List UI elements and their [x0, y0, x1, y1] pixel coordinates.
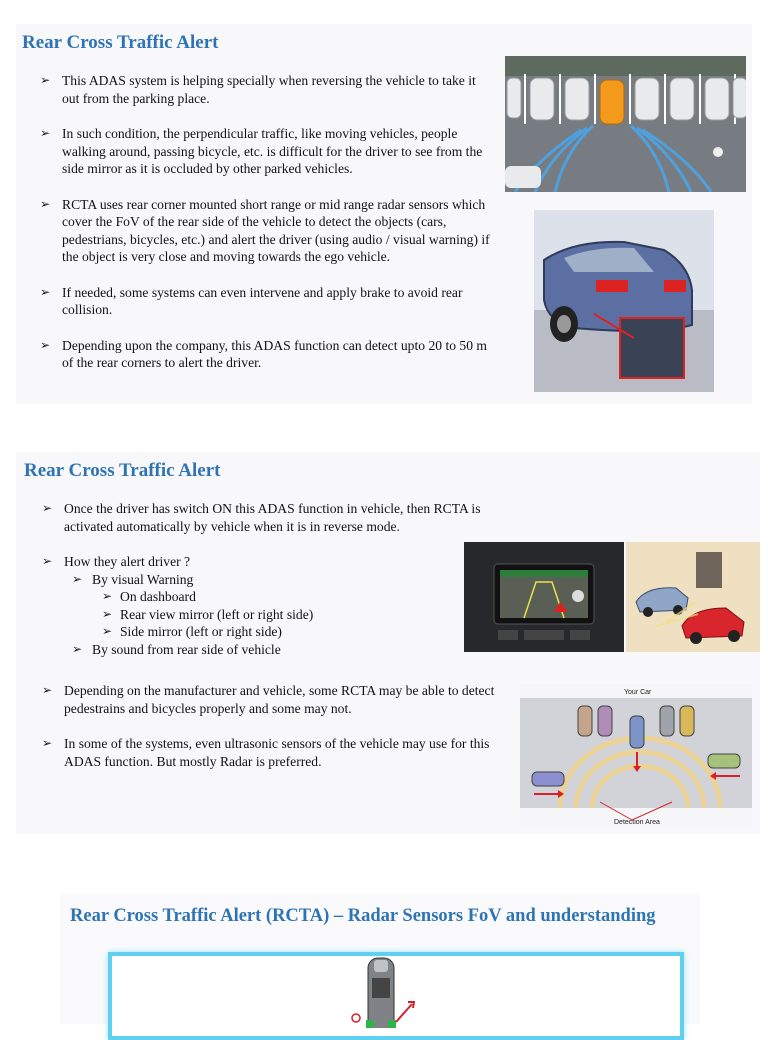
- dashboard-warning-image: [464, 542, 624, 652]
- list-item: ➢ Rear view mirror (left or right side): [102, 606, 314, 622]
- slide-2-bullets-lower: [42, 682, 504, 770]
- list-item: ➢ By sound from rear side of vehicle: [72, 641, 281, 657]
- slide-3-title: Rear Cross Traffic Alert (RCTA) – Radar Sensors FoV and understanding: [70, 906, 656, 926]
- slide-3: [60, 894, 700, 1024]
- bullet-arrow-icon: ➢: [72, 641, 83, 656]
- bullet-arrow-icon: ➢: [40, 196, 51, 211]
- slide-1-bullets: [40, 72, 492, 372]
- detection-area-label: Detection Area: [614, 819, 660, 826]
- list-item: ➢ How they alert driver ? ➢ By visual Warning ➢ On dashboard ➢ Rear view mirror (left or right side) ➢ Side mirror (left or right side) ➢ By sound from rear side of vehicle: [42, 553, 504, 658]
- your-car-label: Your Car: [624, 689, 652, 696]
- bullet-arrow-icon: ➢: [40, 126, 51, 140]
- rear-radar-sensor-image: [534, 210, 714, 392]
- detection-area-diagram: [520, 684, 752, 826]
- fov-diagram: [112, 956, 680, 1028]
- alert-method-list: [64, 571, 504, 659]
- list-item: ➢ On dashboard: [102, 589, 196, 604]
- bullet-arrow-icon: ➢: [102, 606, 113, 621]
- bullet-arrow-icon: ➢: [72, 571, 83, 586]
- list-item: ➢ In some of the systems, even ultrasonic sensors of the vehicle may use for this ADAS function. But mostly Radar is preferred.: [42, 736, 490, 769]
- slide-2-bullets: [42, 500, 504, 658]
- slide-1-title: Rear Cross Traffic Alert: [22, 32, 219, 53]
- bullet-arrow-icon: ➢: [40, 284, 51, 299]
- slide-2-title: Rear Cross Traffic Alert: [24, 460, 221, 481]
- list-item: ➢ Depending on the manufacturer and vehicle, some RCTA may be able to detect pedestrains and bicycles properly and some may not.: [42, 683, 495, 716]
- bullet-arrow-icon: ➢: [42, 501, 53, 515]
- list-item: ➢ This ADAS system is helping specially when reversing the vehicle to take it out from the parking place.: [40, 73, 476, 106]
- garage-exit-image: [626, 542, 760, 652]
- list-item: ➢ RCTA uses rear corner mounted short range or mid range radar sensors which cover the FoV of the rear side of the vehicle to detect the objects (cars, pedestrians, bicycles, etc.) and alert the driver (using audio / visual warning) if the object is very close and moving towards the ego vehicle.: [40, 196, 490, 264]
- bullet-arrow-icon: ➢: [42, 683, 53, 697]
- bullet-arrow-icon: ➢: [42, 554, 53, 568]
- visual-warning-list: [92, 588, 504, 641]
- slide-1: [16, 24, 752, 404]
- list-item: ➢ Side mirror (left or right side): [102, 624, 282, 639]
- list-item: ➢ Depending upon the company, this ADAS function can detect upto 20 to 50 m of the rear corners to alert the driver.: [40, 337, 487, 370]
- list-item: ➢ If needed, some systems can even intervene and apply brake to avoid rear collision.: [40, 284, 463, 317]
- bullet-arrow-icon: ➢: [102, 624, 113, 638]
- list-item: ➢ Once the driver has switch ON this ADAS function in vehicle, then RCTA is activated automatically by vehicle when it is in reverse mode.: [42, 501, 481, 534]
- bullet-arrow-icon: ➢: [102, 589, 113, 603]
- bullet-arrow-icon: ➢: [40, 337, 51, 352]
- list-item: ➢ By visual Warning ➢ On dashboard ➢ Rear view mirror (left or right side) ➢ Side mirror (left or right side): [72, 571, 504, 641]
- slide-2: [16, 452, 760, 834]
- bullet-arrow-icon: ➢: [42, 736, 53, 750]
- list-item: ➢ In such condition, the perpendicular traffic, like moving vehicles, people walking around, passing bicycle, etc. is difficult for the driver to see from the side mirror as it is occluded by other parked vehicles.: [40, 126, 483, 176]
- parking-lot-image: [505, 56, 746, 192]
- bullet-arrow-icon: ➢: [40, 73, 51, 87]
- fov-diagram-frame: [108, 952, 684, 1040]
